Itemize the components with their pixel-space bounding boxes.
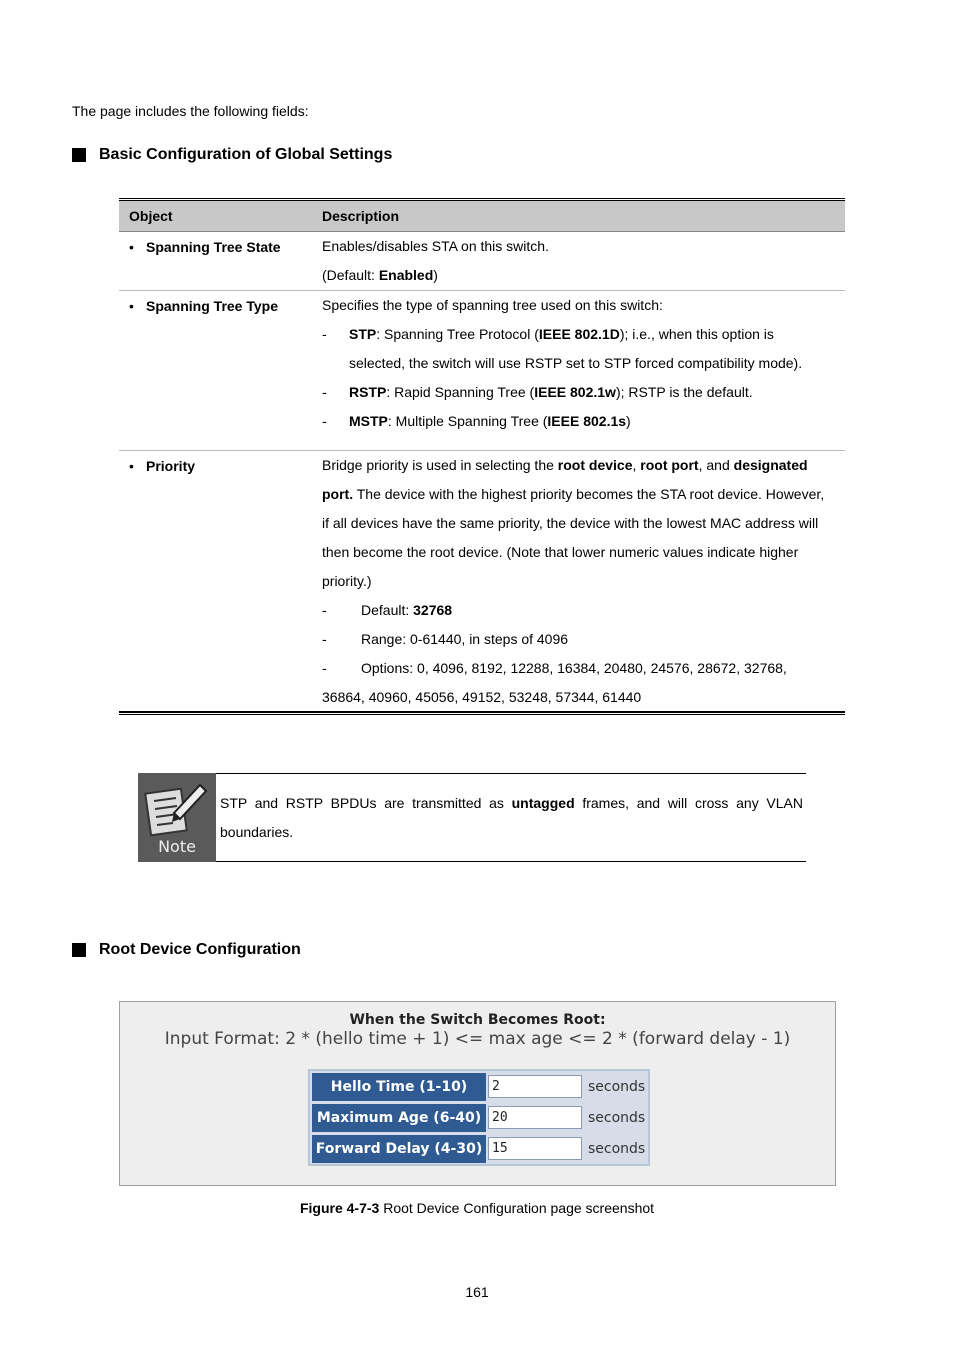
note-icon xyxy=(138,773,216,862)
note-label: Note xyxy=(158,837,196,856)
table-row: • Spanning Tree State Enables/disables STA on this switch. (Default: Enabled) xyxy=(119,232,845,291)
form-row-max-age xyxy=(310,1102,648,1133)
forward-delay-input[interactable]: 15 xyxy=(488,1137,582,1160)
table-row: • Spanning Tree Type Specifies the type of spanning tree used on this switch: - STP: Spanning Tree Protocol (IEEE 802.1D); i.e., when this option is selected, the switch will use RSTP set to STP forced compatibility mode). - RSTP: Rapid Spanning Tree (IEEE 802.1w); RSTP is the default. - MSTP: Multiple Spanning Tree (IEEE 802.1s) xyxy=(119,291,845,451)
form-row-hello-time xyxy=(310,1071,648,1102)
form-row-forward-delay xyxy=(310,1133,648,1164)
root-config-screenshot xyxy=(119,1001,836,1186)
object-name: • Spanning Tree State xyxy=(129,232,322,263)
square-bullet-icon xyxy=(72,943,86,957)
forward-delay-label: Forward Delay (4-30) xyxy=(312,1135,486,1163)
panel-title: When the Switch Becomes Root: xyxy=(349,1012,606,1028)
max-age-label: Maximum Age (6-40) xyxy=(312,1104,486,1132)
square-bullet-icon xyxy=(72,148,86,162)
object-name: • Spanning Tree Type xyxy=(129,291,322,322)
input-format-text: Input Format: 2 * (hello time + 1) <= max age <= 2 * (forward delay - 1) xyxy=(164,1029,791,1049)
section-heading-root-device: Root Device Configuration xyxy=(72,941,301,959)
page-number: 161 xyxy=(465,1284,489,1300)
forward-delay-unit: seconds xyxy=(588,1140,646,1157)
object-name: • Priority xyxy=(129,451,322,482)
hello-time-unit: seconds xyxy=(588,1078,646,1095)
section-heading-global-settings: Basic Configuration of Global Settings xyxy=(72,146,392,164)
hello-time-label: Hello Time (1-10) xyxy=(312,1073,486,1101)
max-age-unit: seconds xyxy=(588,1109,646,1126)
max-age-input[interactable]: 20 xyxy=(488,1106,582,1129)
table-row: • Priority Bridge priority is used in selecting the root device, root port, and designated port. The device with the highest priority becomes the STA root device. However, if all devices have the same priority, the device with the lowest MAC address will then become the root device. (Note that lower numeric values indicate higher priority.) - Default: 32768 - Range: 0-61440, in steps of 4096 - Options: 0, 4096, 8192, 12288, 16384, 20480, 24576, 28672, 32768, 36864, 40960, 45056, 49152, 53248, 57344, 61440 xyxy=(119,451,845,711)
table-header xyxy=(119,201,845,232)
fields-table xyxy=(119,198,845,715)
root-config-form xyxy=(308,1069,650,1166)
header-description: Description xyxy=(322,208,400,224)
intro-text: The page includes the following fields: xyxy=(72,103,309,119)
header-object: Object xyxy=(129,208,173,224)
hello-time-input[interactable]: 2 xyxy=(488,1075,582,1098)
note-text: STP and RSTP BPDUs are transmitted as untagged frames, and will cross any VLAN boundaries. xyxy=(216,773,806,862)
figure-caption: Figure 4-7-3 Root Device Configuration page screenshot xyxy=(299,1200,655,1216)
